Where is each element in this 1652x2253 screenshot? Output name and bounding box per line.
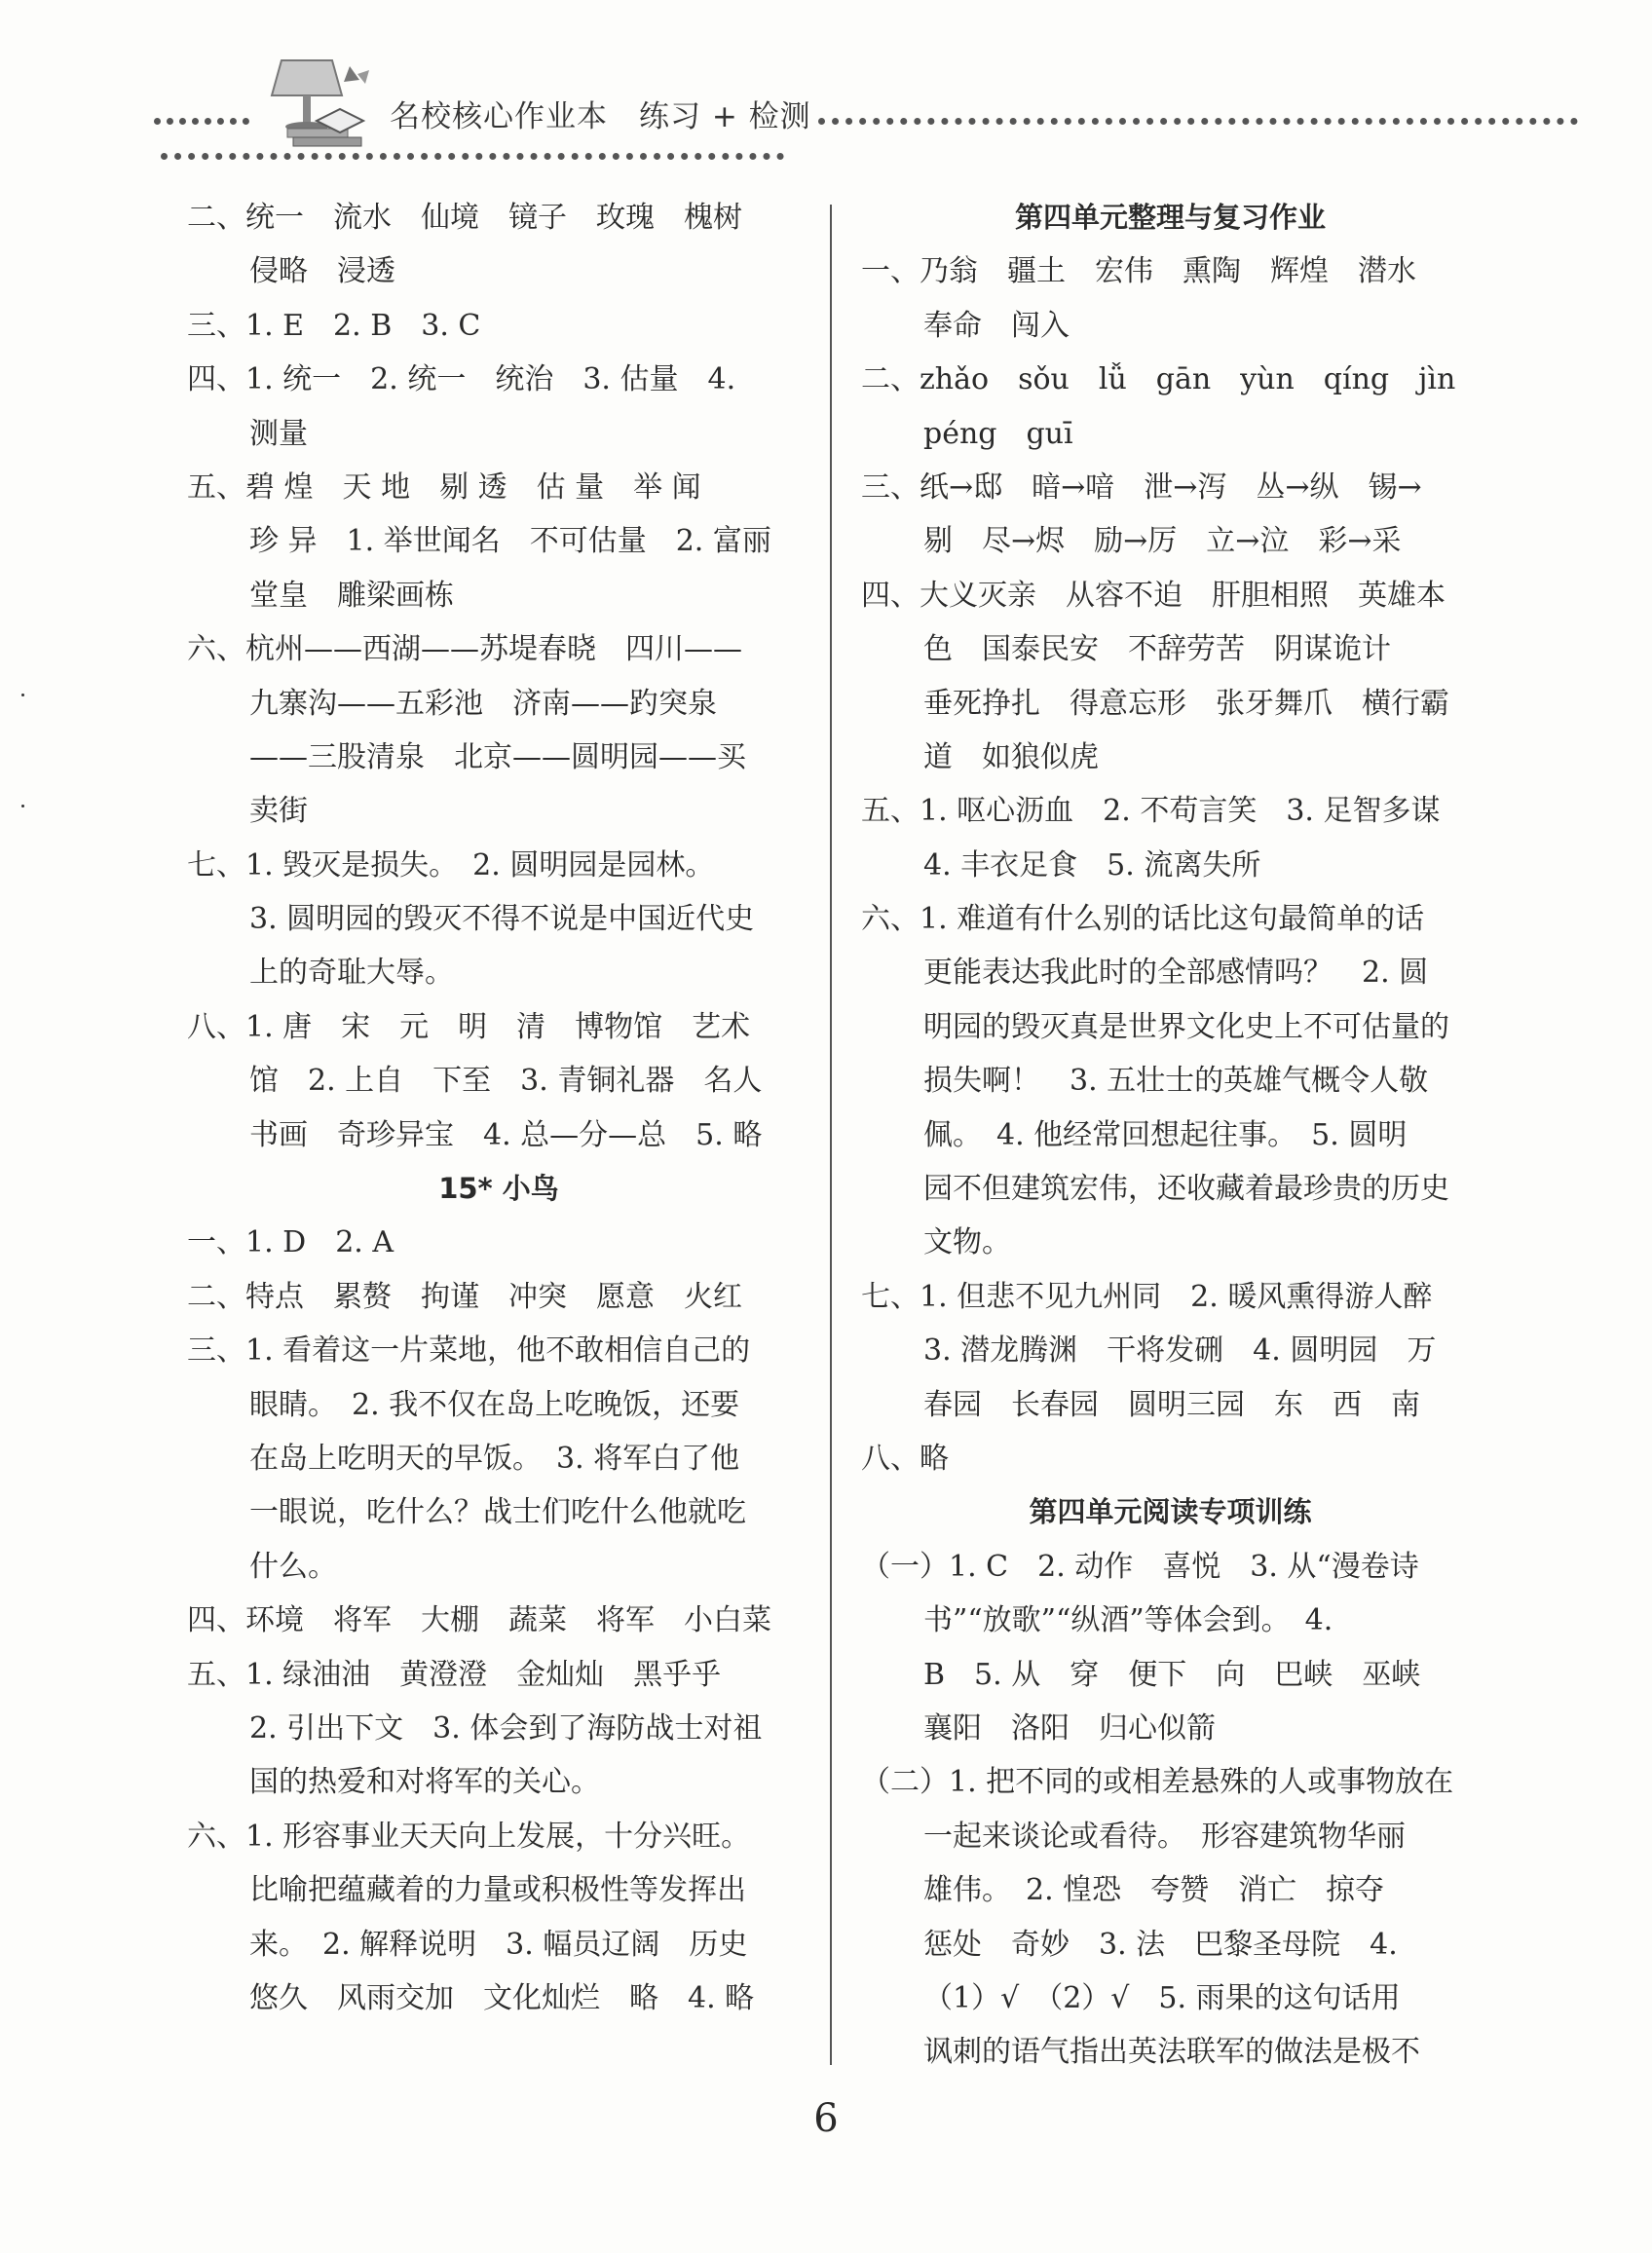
right-answer-line: 损失啊！ 3. 五壮士的英雄气概令人敬 xyxy=(923,1064,1429,1099)
header-dots-right xyxy=(818,118,1578,125)
left-answer-line: 一眼说，吃什么？战士们吃什么他就吃 xyxy=(249,1495,746,1530)
right-answer-line: 明园的毁灭真是世界文化史上不可估量的 xyxy=(923,1009,1449,1044)
right-answer-line: 二、zhǎo sǒu lǚ gān yùn qíng jìn xyxy=(861,362,1456,397)
right-answer-line: 文物。 xyxy=(923,1225,1011,1260)
left-answer-line: 一、1. D 2. A xyxy=(187,1225,394,1260)
right-answer-line: 襄阳 洛阳 归心似箭 xyxy=(923,1710,1216,1746)
left-answer-line: 珍 异 1. 举世闻名 不可估量 2. 富丽 xyxy=(249,524,771,559)
right-answer-line: B 5. 从 穿 便下 向 巴峡 巫峡 xyxy=(923,1657,1421,1692)
left-column xyxy=(187,191,810,2025)
right-answer-line: 园不但建筑宏伟，还收藏着最珍贵的历史 xyxy=(923,1172,1449,1207)
right-answer-line: 七、1. 但悲不见九州同 2. 暖风熏得游人醉 xyxy=(861,1279,1433,1314)
column-divider xyxy=(830,205,832,2065)
right-answer-line: （一）1. C 2. 动作 喜悦 3. 从“漫卷诗 xyxy=(861,1549,1419,1584)
right-answer-line: 垂死挣扎 得意忘形 张牙舞爪 横行霸 xyxy=(923,686,1449,721)
right-answer-line: 佩。 4. 他经常回想起往事。 5. 圆明 xyxy=(923,1117,1408,1152)
left-answer-line: 书画 奇珍异宝 4. 总—分—总 5. 略 xyxy=(249,1117,763,1152)
left-answer-line: 六、1. 形容事业天天向上发展，十分兴旺。 xyxy=(187,1819,751,1854)
right-answer-line: 惩处 奇妙 3. 法 巴黎圣母院 4. xyxy=(923,1927,1398,1962)
left-answer-line: ——三股清泉 北京——圆明园——买 xyxy=(249,739,746,774)
left-answer-line: 国的热爱和对将军的关心。 xyxy=(249,1765,600,1800)
left-answer-line: 五、碧 煌 天 地 剔 透 估 量 举 闻 xyxy=(187,469,701,505)
right-answer-line: （1）√ （2）√ 5. 雨果的这句话用 xyxy=(923,1980,1401,2015)
left-answer-line: 三、1. 看着这一片菜地，他不敢相信自己的 xyxy=(187,1333,751,1369)
left-answer-line: 二、统一 流水 仙境 镜子 玫瑰 槐树 xyxy=(187,201,742,235)
right-answer-line: 3. 潜龙腾渊 干将发硎 4. 圆明园 万 xyxy=(923,1333,1437,1369)
scan-mark xyxy=(21,805,24,807)
left-answer-line: 五、1. 绿油油 黄澄澄 金灿灿 黑乎乎 xyxy=(187,1657,722,1692)
right-answer-line: （二）1. 把不同的或相差悬殊的人或事物放在 xyxy=(861,1765,1454,1800)
left-answer-line: 堂皇 雕梁画栋 xyxy=(249,578,454,613)
page-number: 6 xyxy=(813,2096,839,2141)
right-column xyxy=(861,191,1480,2080)
left-answer-line: 二、特点 累赘 拘谨 冲突 愿意 火红 xyxy=(187,1279,742,1314)
left-answer-line: 来。 2. 解释说明 3. 幅员辽阔 历史 xyxy=(249,1927,748,1962)
right-answer-line: 更能表达我此时的全部感情吗？ 2. 圆 xyxy=(923,956,1429,991)
left-answer-line: 上的奇耻大辱。 xyxy=(249,956,454,991)
right-section-title: 第四单元整理与复习作业 xyxy=(1014,201,1326,234)
left-answer-line: 四、环境 将军 大棚 蔬菜 将军 小白菜 xyxy=(187,1603,771,1638)
header-dots-bottom xyxy=(161,153,784,160)
right-answer-line: 一、乃翁 疆土 宏伟 熏陶 辉煌 潜水 xyxy=(861,254,1416,289)
left-section-title: 15* 小鸟 xyxy=(438,1172,559,1206)
left-answer-line: 悠久 风雨交加 文化灿烂 略 4. 略 xyxy=(249,1980,755,2015)
left-answer-line: 四、1. 统一 2. 统一 统治 3. 估量 4. xyxy=(187,362,736,397)
right-answer-line: 三、纸→邸 暗→喑 泄→泻 丛→纵 锡→ xyxy=(861,469,1422,505)
right-answer-line: 八、略 xyxy=(861,1441,949,1476)
right-answer-line: 讽刺的语气指出英法联军的做法是极不 xyxy=(923,2035,1420,2070)
left-answer-line: 三、1. E 2. B 3. C xyxy=(187,308,481,343)
left-answer-line: 眼睛。 2. 我不仅在岛上吃晚饭，还要 xyxy=(249,1387,740,1422)
right-answer-line: 四、大义灭亲 从容不迫 肝胆相照 英雄本 xyxy=(861,578,1446,613)
page-header xyxy=(146,47,1578,164)
left-answer-line: 在岛上吃明天的早饭。 3. 将军白了他 xyxy=(249,1441,740,1476)
lamp-books-logo xyxy=(248,53,375,150)
left-answer-line: 什么。 xyxy=(249,1549,337,1584)
right-answer-line: 4. 丰衣足食 5. 流离失所 xyxy=(923,847,1261,882)
left-answer-line: 2. 引出下文 3. 体会到了海防战士对祖 xyxy=(249,1710,763,1746)
left-answer-line: 测量 xyxy=(249,416,308,451)
left-answer-line: 馆 2. 上自 下至 3. 青铜礼器 名人 xyxy=(249,1064,763,1099)
right-answer-line: 雄伟。 2. 惶恐 夸赞 消亡 掠夺 xyxy=(923,1873,1385,1908)
left-answer-line: 九寨沟——五彩池 济南——趵突泉 xyxy=(249,686,717,721)
left-answer-line: 卖街 xyxy=(249,794,308,829)
right-answer-line: péng guī xyxy=(923,416,1073,451)
left-answer-line: 侵略 浸透 xyxy=(249,254,395,289)
header-brand: 名校核心作业本 练习 + 检测 xyxy=(390,99,811,134)
header-dots-left xyxy=(154,118,249,125)
right-answer-line: 剔 尽→烬 励→厉 立→泣 彩→采 xyxy=(923,524,1402,559)
right-answer-line: 春园 长春园 圆明三园 东 西 南 xyxy=(923,1387,1420,1422)
right-answer-line: 色 国泰民安 不辞劳苦 阴谋诡计 xyxy=(923,632,1391,667)
scan-mark xyxy=(21,694,24,696)
right-answer-line: 道 如狼似虎 xyxy=(923,739,1099,774)
right-answer-line: 六、1. 难道有什么别的话比这句最简单的话 xyxy=(861,902,1425,937)
left-answer-line: 比喻把蕴藏着的力量或积极性等发挥出 xyxy=(249,1873,746,1908)
right-answer-line: 一起来谈论或看待。 形容建筑物华丽 xyxy=(923,1819,1406,1854)
right-answer-line: 五、1. 呕心沥血 2. 不苟言笑 3. 足智多谋 xyxy=(861,794,1441,829)
left-answer-line: 3. 圆明园的毁灭不得不说是中国近代史 xyxy=(249,902,755,937)
right-answer-line: 奉命 闯入 xyxy=(923,308,1070,343)
right-section-title: 第四单元阅读专项训练 xyxy=(1029,1495,1312,1529)
left-answer-line: 六、杭州——西湖——苏堤春晓 四川—— xyxy=(187,632,742,667)
left-answer-line: 七、1. 毁灭是损失。 2. 圆明园是园林。 xyxy=(187,847,715,882)
right-answer-line: 书”“放歌”“纵酒”等体会到。 4. xyxy=(923,1603,1333,1638)
left-answer-line: 八、1. 唐 宋 元 明 清 博物馆 艺术 xyxy=(187,1009,751,1044)
